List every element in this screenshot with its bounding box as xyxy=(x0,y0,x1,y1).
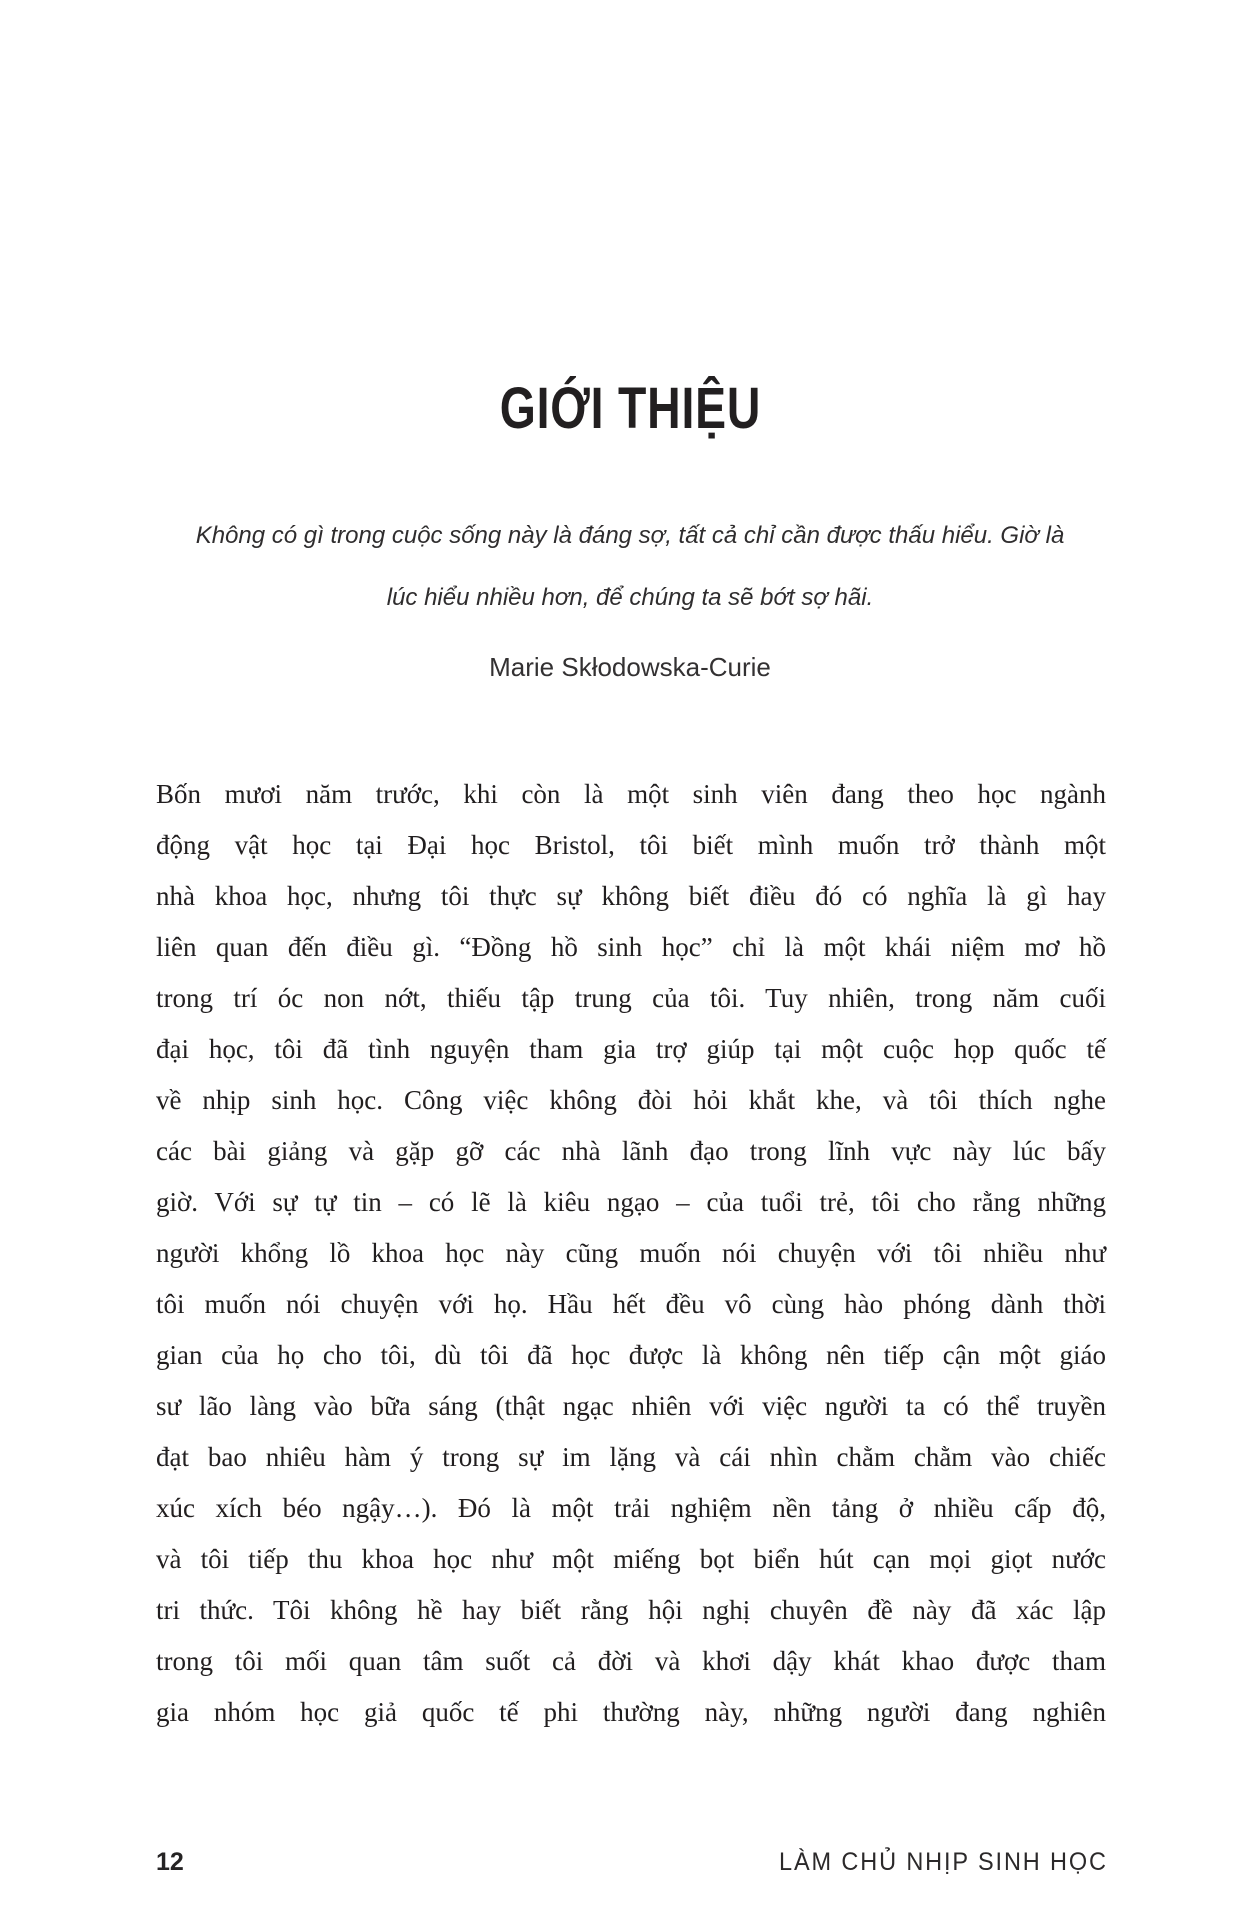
body-line: tôi muốn nói chuyện với họ. Hầu hết đều vô cùng hào phóng dành thời xyxy=(156,1289,1106,1319)
body-line: xúc xích béo ngậy…). Đó là một trải nghiệm nền tảng ở nhiều cấp độ, xyxy=(156,1493,1106,1523)
body-line: trong tôi mối quan tâm suốt cả đời và khơi dậy khát khao được tham xyxy=(156,1646,1106,1676)
running-book-title: LÀM CHỦ NHỊP SINH HỌC xyxy=(779,1848,1108,1876)
body-line: nhà khoa học, nhưng tôi thực sự không biết điều đó có nghĩa là gì hay xyxy=(156,881,1106,911)
chapter-title-text: GIỚI THIỆU xyxy=(499,376,761,441)
chapter-title xyxy=(0,377,1260,441)
body-line: gia nhóm học giả quốc tế phi thường này, những người đang nghiên xyxy=(156,1697,1106,1727)
page-number: 12 xyxy=(156,1848,184,1876)
body-line: sư lão làng vào bữa sáng (thật ngạc nhiên với việc người ta có thể truyền xyxy=(156,1391,1106,1421)
epigraph-attribution: Marie Skłodowska-Curie xyxy=(489,652,771,682)
body-line: động vật học tại Đại học Bristol, tôi biết mình muốn trở thành một xyxy=(156,830,1106,860)
body-line: và tôi tiếp thu khoa học như một miếng bọt biển hút cạn mọi giọt nước xyxy=(156,1544,1106,1574)
epigraph-line-1: Không có gì trong cuộc sống này là đáng sợ, tất cả chỉ cần được thấu hiểu. Giờ là xyxy=(195,522,1065,549)
body-line: tri thức. Tôi không hề hay biết rằng hội nghị chuyên đề này đã xác lập xyxy=(156,1595,1106,1625)
body-line: về nhịp sinh học. Công việc không đòi hỏi khắt khe, và tôi thích nghe xyxy=(156,1085,1106,1115)
body-line: giờ. Với sự tự tin – có lẽ là kiêu ngạo – của tuổi trẻ, tôi cho rằng những xyxy=(156,1187,1106,1217)
body-paragraph xyxy=(156,769,1106,1738)
epigraph-quote xyxy=(155,505,1105,629)
body-line: người khổng lồ khoa học này cũng muốn nói chuyện với tôi nhiều như xyxy=(156,1238,1106,1268)
body-line: đạt bao nhiêu hàm ý trong sự im lặng và cái nhìn chằm chằm vào chiếc xyxy=(156,1442,1106,1472)
body-line: Bốn mươi năm trước, khi còn là một sinh viên đang theo học ngành xyxy=(156,779,1106,809)
body-line: liên quan đến điều gì. “Đồng hồ sinh học” chỉ là một khái niệm mơ hồ xyxy=(156,932,1106,962)
body-line: trong trí óc non nớt, thiếu tập trung của tôi. Tuy nhiên, trong năm cuối xyxy=(156,983,1106,1013)
page-footer xyxy=(156,1847,1108,1877)
epigraph-line-2: lúc hiểu nhiều hơn, để chúng ta sẽ bớt sợ hãi. xyxy=(386,584,874,611)
body-line: gian của họ cho tôi, dù tôi đã học được là không nên tiếp cận một giáo xyxy=(156,1340,1106,1370)
body-line: đại học, tôi đã tình nguyện tham gia trợ giúp tại một cuộc họp quốc tế xyxy=(156,1034,1106,1064)
body-line: các bài giảng và gặp gỡ các nhà lãnh đạo trong lĩnh vực này lúc bấy xyxy=(156,1136,1106,1166)
